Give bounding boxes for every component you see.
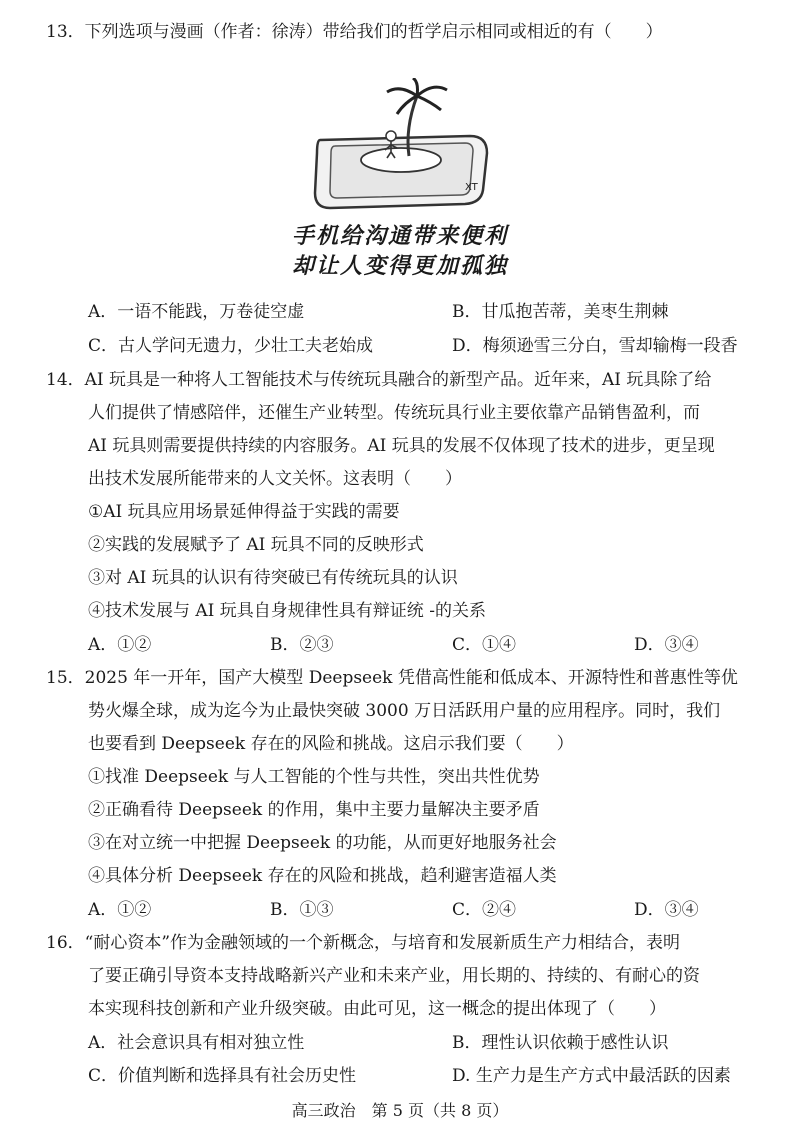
q15-statement-2: ②正确看待 Deepseek 的作用，集中主要力量解决主要矛盾 (88, 800, 540, 820)
q15-line2: 势火爆全球，成为迄今为止最快突破 3000 万日活跃用户量的应用程序。同时，我们 (88, 701, 721, 721)
q15-statement-1: ①找准 Deepseek 与人工智能的个性与共性，突出共性优势 (88, 767, 540, 787)
page-footer: 高三政治 第 5 页（共 8 页） (291, 1101, 509, 1120)
q13-option-a: A．一语不能践，万卷徒空虚 (88, 302, 305, 322)
q16-option-b: B．理性认识依赖于感性认识 (452, 1033, 669, 1053)
q14-statement-4: ④技术发展与 AI 玩具自身规律性具有辩证统 -的关系 (88, 601, 486, 621)
q14-statement-1: ①AI 玩具应用场景延伸得益于实践的需要 (88, 502, 400, 522)
q13-option-b: B．甘瓜抱苦蒂，美枣生荆棘 (452, 302, 669, 322)
q14-line3: AI 玩具则需要提供持续的内容服务。AI 玩具的发展不仅体现了技术的进步，更呈现 (88, 436, 715, 456)
q14-statement-2: ②实践的发展赋予了 AI 玩具不同的反映形式 (88, 535, 424, 555)
q14-option-b: B．②③ (270, 635, 334, 655)
q14-line2: 人们提供了情感陪伴，还催生产业转型。传统玩具行业主要依靠产品销售盈利，而 (88, 403, 700, 423)
q14-line1: 14．AI 玩具是一种将人工智能技术与传统玩具融合的新型产品。近年来，AI 玩具除了给 (46, 370, 712, 390)
person-head (386, 131, 396, 141)
q15-statement-4: ④具体分析 Deepseek 存在的风险和挑战，趋利避害造福人类 (88, 866, 557, 886)
q16-line3: 本实现科技创新和产业升级突破。由此可见，这一概念的提出体现了（ ） (88, 999, 666, 1019)
q16-line1: 16．“耐心资本”作为金融领域的一个新概念，与培育和发展新质生产力相结合，表明 (46, 933, 681, 953)
q15-option-a: A．①② (88, 900, 152, 920)
q14-statement-3: ③对 AI 玩具的认识有待突破已有传统玩具的认识 (88, 568, 458, 588)
q15-option-d: D．③④ (634, 900, 699, 920)
q15-line1: 15．2025 年一开年，国产大模型 Deepseek 凭借高性能和低成本、开源特性和普惠性等优 (46, 668, 738, 688)
q14-option-a: A．①② (88, 635, 152, 655)
q15-option-b: B．①③ (270, 900, 334, 920)
q16-option-d: D. 生产力是生产方式中最活跃的因素 (452, 1066, 731, 1086)
q13-stem: 13．下列选项与漫画（作者：徐涛）带给我们的哲学启示相同或相近的有（ ） (46, 22, 663, 42)
cartoon-signature: XT (465, 182, 478, 193)
q16-line2: 了要正确引导资本支持战略新兴产业和未来产业，用长期的、持续的、有耐心的资 (88, 966, 700, 986)
q15-statement-3: ③在对立统一中把握 Deepseek 的功能，从而更好地服务社会 (88, 833, 557, 853)
phone-island-cartoon (305, 78, 505, 218)
q16-option-a: A．社会意识具有相对独立性 (88, 1033, 305, 1053)
island (361, 148, 441, 172)
q14-option-c: C．①④ (452, 635, 517, 655)
palm-leaves (387, 78, 447, 114)
q15-option-c: C．②④ (452, 900, 517, 920)
q14-line4: 出技术发展所能带来的人文关怀。这表明（ ） (88, 469, 462, 489)
q15-line3: 也要看到 Deepseek 存在的风险和挑战。这启示我们要（ ） (88, 734, 574, 754)
q16-option-c: C．价值判断和选择具有社会历史性 (88, 1066, 357, 1086)
cartoon-caption-line2: 却让人变得更加孤独 (291, 254, 508, 279)
q13-option-c: C．古人学问无遗力，少壮工夫老始成 (88, 336, 374, 356)
q14-option-d: D．③④ (634, 635, 699, 655)
q13-option-d: D．梅须逊雪三分白，雪却输梅一段香 (452, 336, 738, 356)
cartoon-caption-line1: 手机给沟通带来便利 (291, 224, 508, 249)
